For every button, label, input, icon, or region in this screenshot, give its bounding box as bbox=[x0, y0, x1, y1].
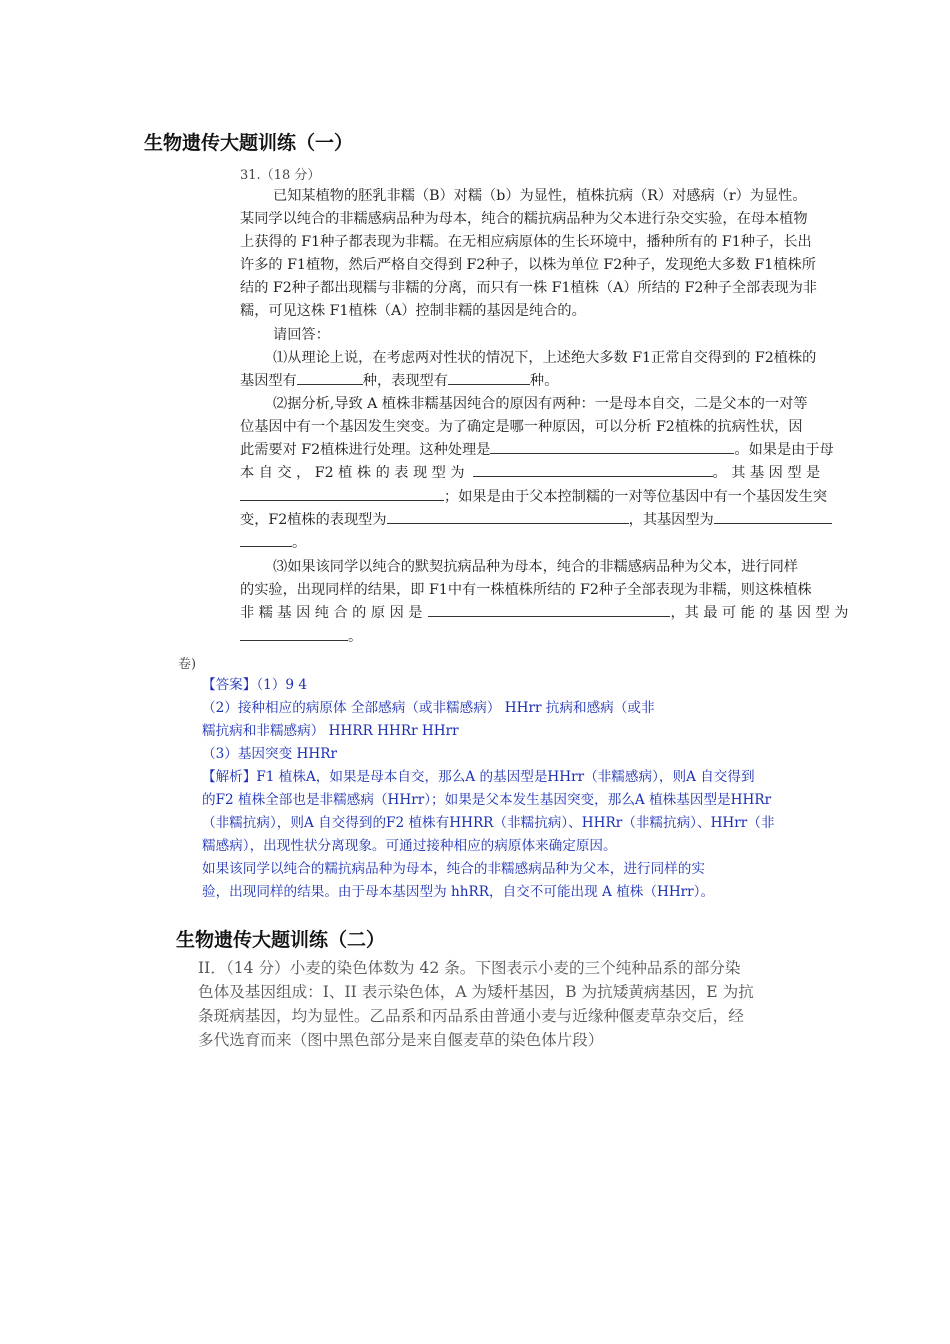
q2-line6 bbox=[240, 509, 832, 532]
q3-line3 bbox=[240, 602, 848, 625]
para-line: 某同学以纯合的非糯感病品种为母本，纯合的糯抗病品种为父本进行杂交实验，在母本植物 bbox=[240, 211, 808, 227]
answer-blank[interactable] bbox=[240, 486, 444, 501]
section2-line: II．（14 分）小麦的染色体数为 42 条。下图表示小麦的三个纯种品系的部分染 bbox=[198, 959, 741, 977]
answer-line: （3）基因突变 HHRr bbox=[202, 746, 337, 762]
q2-text: 。 bbox=[292, 535, 307, 551]
q2-text: 。 其 基 因 型 是 bbox=[712, 465, 821, 481]
q3-text: 非 糯 基 因 纯 合 的 原 因 是 bbox=[240, 605, 423, 621]
q2-text: 变，F2植株的表现型为 bbox=[240, 512, 387, 528]
para-line: 糯，可见这株 F1植株（A）控制非糯的基因是纯合的。 bbox=[240, 303, 586, 319]
ask-label: 请回答： bbox=[273, 327, 330, 343]
q2-line5 bbox=[240, 486, 827, 509]
analysis-line: 如果该同学以纯合的糯抗病品种为母本，纯合的非糯感病品种为父本，进行同样的实 bbox=[202, 861, 705, 877]
section2-title: 生物遗传大题训练（二） bbox=[176, 929, 386, 951]
analysis-line: 验，出现同样的结果。由于母本基因型为 hhRR，自交不可能出现 A 植株（HHrr）。 bbox=[202, 884, 715, 900]
q2-text: 此需要对 F2植株进行处理。这种处理是 bbox=[240, 442, 491, 458]
section1-title: 生物遗传大题训练（一） bbox=[144, 132, 354, 154]
answer-line: 糯抗病和非糯感病） HHRR HHRr HHrr bbox=[202, 723, 459, 739]
q3-text: ，其 最 可 能 的 基 因 型 为 bbox=[670, 605, 849, 621]
answer-blank[interactable] bbox=[473, 462, 713, 477]
para-line: 已知某植物的胚乳非糯（B）对糯（b）为显性，植株抗病（R）对感病（r）为显性。 bbox=[273, 188, 807, 204]
juan-label: 卷) bbox=[178, 657, 197, 672]
analysis-line: （非糯抗病），则A 自交得到的F2 植株有HHRR（非糯抗病）、HHRr（非糯抗病）、HHrr（非 bbox=[202, 815, 775, 831]
section2-line: 多代选育而来（图中黑色部分是来自偃麦草的染色体片段） bbox=[198, 1031, 604, 1049]
question-number: 31.（18 分） bbox=[240, 168, 321, 183]
q2-line4 bbox=[240, 462, 820, 485]
analysis-line: 糯感病），出现性状分离现象。可通过接种相应的病原体来确定原因。 bbox=[202, 838, 617, 854]
answer-line: （2）接种相应的病原体 全部感病（或非糯感病） HHrr 抗病和感病（或非 bbox=[202, 700, 655, 716]
answer-blank[interactable] bbox=[387, 509, 629, 524]
q3-line: 的实验，出现同样的结果，即 F1中有一株植株所结的 F2种子全部表现为非糯，则这株植株 bbox=[240, 582, 812, 598]
q2-line: 位基因中有一个基因发生突变。为了确定是哪一种原因，可以分析 F2植株的抗病性状，因 bbox=[240, 419, 803, 435]
section2-line: 条斑病基因，均为显性。乙品系和丙品系由普通小麦与近缘种偃麦草杂交后，经 bbox=[198, 1007, 744, 1025]
q1-line: ⑴从理论上说，在考虑两对性状的情况下，上述绝大多数 F1正常自交得到的 F2植株的 bbox=[273, 350, 817, 366]
answer-line: 【答案】（1）9 4 bbox=[202, 677, 308, 693]
para-line: 许多的 F1植物，然后严格自交得到 F2种子，以株为单位 F2种子，发现绝大多数 F1植株所 bbox=[240, 257, 816, 273]
q2-text: 。如果是由于母 bbox=[734, 442, 834, 458]
analysis-line: 的F2 植株全部也是非糯感病（HHrr）；如果是父本发生基因突变，那么A 植株基因型是HHRr bbox=[202, 792, 772, 808]
q3-text: 。 bbox=[348, 629, 363, 645]
section2-line: 色体及基因组成：I、II 表示染色体，A 为矮杆基因，B 为抗矮黄病基因，E 为抗 bbox=[198, 983, 754, 1001]
q2-line7 bbox=[240, 532, 306, 555]
answer-blank[interactable] bbox=[240, 626, 348, 641]
q2-text: ，其基因型为 bbox=[628, 512, 714, 528]
answer-blank[interactable] bbox=[490, 439, 734, 454]
answer-blank[interactable] bbox=[297, 370, 363, 385]
q2-text: ；如果是由于父本控制糯的一对等位基因中有一个基因发生突 bbox=[444, 489, 828, 505]
q3-line: ⑶如果该同学以纯合的默契抗病品种为母本，纯合的非糯感病品种为父本，进行同样 bbox=[273, 559, 798, 575]
q2-line: ⑵据分析,导致 A 植株非糯基因纯合的原因有两种：一是母本自交，二是父本的一对等 bbox=[273, 396, 808, 412]
q1-text-b: 种，表现型有 bbox=[362, 373, 448, 389]
analysis-line: 【解析】F1 植株A，如果是母本自交，那么A 的基因型是HHrr（非糯感病），则A 自交得到 bbox=[202, 769, 755, 785]
q2-text: 本 自 交 ， F2 植 株 的 表 现 型 为 bbox=[240, 465, 465, 481]
q1-text-c: 种。 bbox=[529, 373, 559, 389]
answer-blank[interactable] bbox=[240, 532, 292, 547]
q3-line4 bbox=[240, 626, 362, 649]
para-line: 结的 F2种子都出现糯与非糯的分离，而只有一株 F1植株（A）所结的 F2种子全部表现为非 bbox=[240, 280, 817, 296]
q1-line2 bbox=[240, 370, 558, 393]
q2-line3 bbox=[240, 439, 834, 462]
answer-blank[interactable] bbox=[428, 602, 670, 617]
para-line: 上获得的 F1种子都表现为非糯。在无相应病原体的生长环境中，播种所有的 F1种子，长出 bbox=[240, 234, 812, 250]
answer-blank[interactable] bbox=[448, 370, 530, 385]
answer-blank[interactable] bbox=[714, 509, 832, 524]
q1-text-a: 基因型有 bbox=[240, 373, 297, 389]
